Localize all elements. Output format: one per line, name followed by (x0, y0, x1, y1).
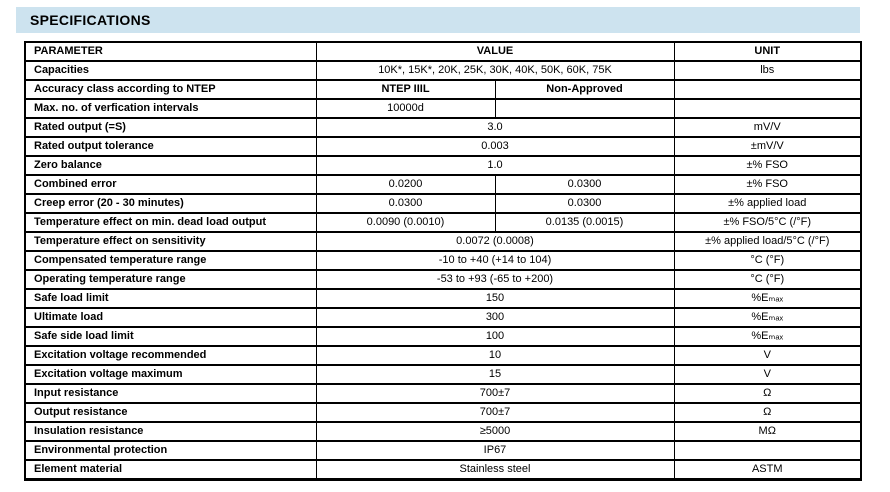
value-cell: Stainless steel (316, 460, 674, 480)
table-row (25, 441, 861, 460)
parameter-cell: Excitation voltage maximum (25, 365, 316, 384)
value-cell: 15 (316, 365, 674, 384)
parameter-cell: Safe load limit (25, 289, 316, 308)
value-cell-right: 0.0135 (0.0015) (495, 213, 674, 232)
value-cell: 10K*, 15K*, 20K, 25K, 30K, 40K, 50K, 60K, 75K (316, 61, 674, 80)
unit-cell: MΩ (674, 422, 861, 441)
table-row (25, 270, 861, 289)
value-cell: 0.0072 (0.0008) (316, 232, 674, 251)
value-cell: 150 (316, 289, 674, 308)
unit-cell: ±% FSO (674, 175, 861, 194)
table-row (25, 289, 861, 308)
parameter-cell: Creep error (20 - 30 minutes) (25, 194, 316, 213)
table-row (25, 232, 861, 251)
parameter-cell: Environmental protection (25, 441, 316, 460)
value-cell: 700±7 (316, 403, 674, 422)
value-cell-left: 0.0090 (0.0010) (316, 213, 495, 232)
value-cell: IP67 (316, 441, 674, 460)
column-header-value: VALUE (316, 42, 674, 61)
column-header-unit: UNIT (674, 42, 861, 61)
table-row (25, 118, 861, 137)
value-cell: 100 (316, 327, 674, 346)
value-cell: 10 (316, 346, 674, 365)
table-row (25, 365, 861, 384)
unit-cell: ±% applied load (674, 194, 861, 213)
unit-cell: V (674, 365, 861, 384)
unit-cell: Ω (674, 384, 861, 403)
parameter-cell: Insulation resistance (25, 422, 316, 441)
table-row (25, 213, 861, 232)
table-row (25, 403, 861, 422)
parameter-cell: Combined error (25, 175, 316, 194)
unit-cell (674, 99, 861, 118)
value-cell: 3.0 (316, 118, 674, 137)
table-row (25, 80, 861, 99)
unit-cell: %Eₘₐₓ (674, 327, 861, 346)
value-cell-left: 0.0300 (316, 194, 495, 213)
value-cell-left: 0.0200 (316, 175, 495, 194)
table-row (25, 308, 861, 327)
table-row (25, 156, 861, 175)
value-cell: -10 to +40 (+14 to 104) (316, 251, 674, 270)
unit-cell: ±% FSO/5°C (/°F) (674, 213, 861, 232)
parameter-cell: Temperature effect on sensitivity (25, 232, 316, 251)
parameter-cell: Accuracy class according to NTEP (25, 80, 316, 99)
unit-cell: %Eₘₐₓ (674, 289, 861, 308)
parameter-cell: Rated output (=S) (25, 118, 316, 137)
table-row (25, 251, 861, 270)
specifications-table (24, 41, 862, 481)
table-row (25, 61, 861, 80)
unit-cell: ±% FSO (674, 156, 861, 175)
parameter-cell: Max. no. of verfication intervals (25, 99, 316, 118)
unit-cell: ±mV/V (674, 137, 861, 156)
value-cell-right (495, 99, 674, 118)
value-cell-left: NTEP IIIL (316, 80, 495, 99)
table-row (25, 194, 861, 213)
unit-cell: Ω (674, 403, 861, 422)
table-header-row (25, 42, 861, 61)
unit-cell: ASTM (674, 460, 861, 480)
unit-cell: V (674, 346, 861, 365)
unit-cell: °C (°F) (674, 251, 861, 270)
table-row (25, 346, 861, 365)
value-cell-right: 0.0300 (495, 194, 674, 213)
section-header-bar (16, 7, 860, 33)
parameter-cell: Compensated temperature range (25, 251, 316, 270)
unit-cell: lbs (674, 61, 861, 80)
value-cell-left: 10000d (316, 99, 495, 118)
section-title: SPECIFICATIONS (30, 12, 151, 28)
table-row (25, 175, 861, 194)
unit-cell (674, 441, 861, 460)
table-row (25, 327, 861, 346)
parameter-cell: Output resistance (25, 403, 316, 422)
parameter-cell: Element material (25, 460, 316, 480)
parameter-cell: Capacities (25, 61, 316, 80)
value-cell: 0.003 (316, 137, 674, 156)
parameter-cell: Excitation voltage recommended (25, 346, 316, 365)
unit-cell: %Eₘₐₓ (674, 308, 861, 327)
value-cell: 300 (316, 308, 674, 327)
table-row (25, 99, 861, 118)
unit-cell: mV/V (674, 118, 861, 137)
value-cell-right: Non-Approved (495, 80, 674, 99)
parameter-cell: Temperature effect on min. dead load output (25, 213, 316, 232)
value-cell: -53 to +93 (-65 to +200) (316, 270, 674, 289)
table-row (25, 460, 861, 480)
table-row (25, 384, 861, 403)
spec-table-body (25, 42, 861, 480)
value-cell: ≥5000 (316, 422, 674, 441)
parameter-cell: Ultimate load (25, 308, 316, 327)
parameter-cell: Rated output tolerance (25, 137, 316, 156)
parameter-cell: Safe side load limit (25, 327, 316, 346)
unit-cell: °C (°F) (674, 270, 861, 289)
table-row (25, 422, 861, 441)
value-cell-right: 0.0300 (495, 175, 674, 194)
parameter-cell: Input resistance (25, 384, 316, 403)
unit-cell (674, 80, 861, 99)
parameter-cell: Operating temperature range (25, 270, 316, 289)
value-cell: 1.0 (316, 156, 674, 175)
column-header-parameter: PARAMETER (25, 42, 316, 61)
value-cell: 700±7 (316, 384, 674, 403)
unit-cell: ±% applied load/5°C (/°F) (674, 232, 861, 251)
table-row (25, 137, 861, 156)
parameter-cell: Zero balance (25, 156, 316, 175)
